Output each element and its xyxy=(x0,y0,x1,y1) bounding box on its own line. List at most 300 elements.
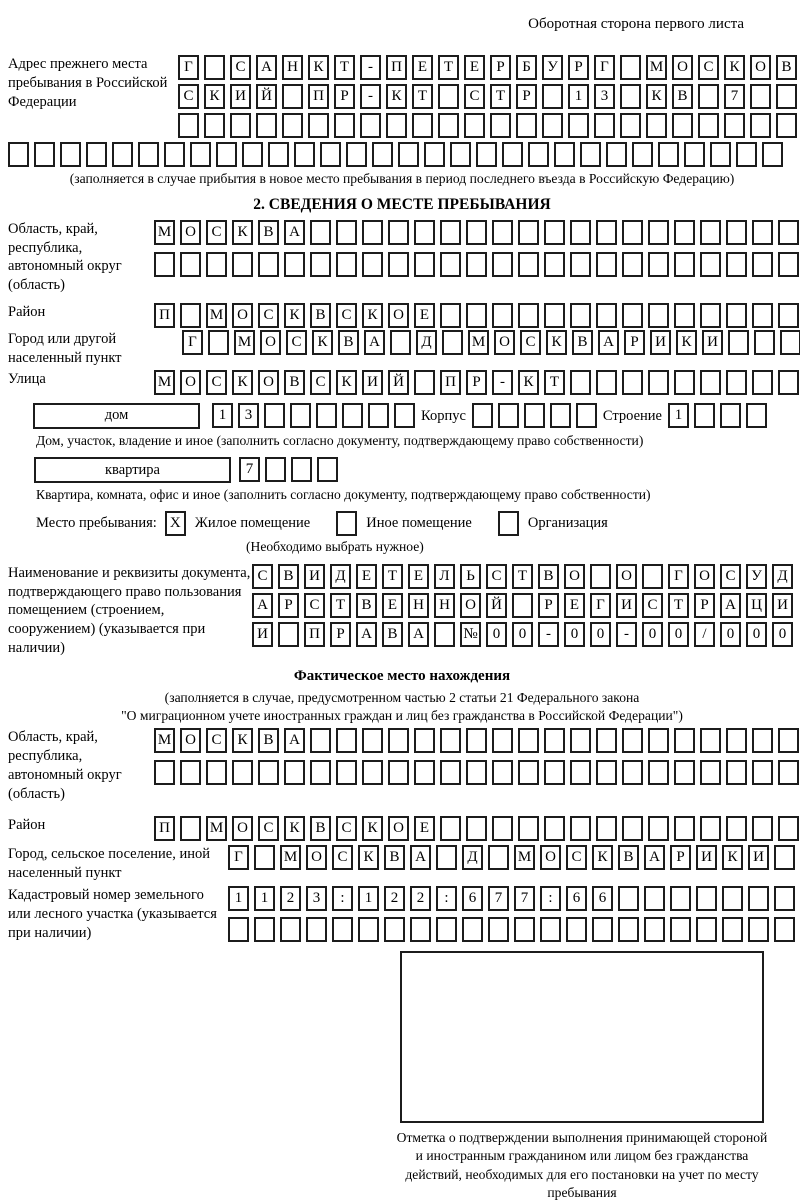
char-cell[interactable] xyxy=(208,330,229,355)
char-cell[interactable] xyxy=(362,220,383,245)
char-cell[interactable]: О xyxy=(388,816,409,841)
char-cell[interactable] xyxy=(752,252,773,277)
char-cell[interactable] xyxy=(592,917,613,942)
char-cell[interactable] xyxy=(180,303,201,328)
char-cell[interactable]: А xyxy=(256,55,277,80)
char-cell[interactable] xyxy=(368,403,389,428)
char-cell[interactable]: С xyxy=(252,564,273,589)
char-cell[interactable] xyxy=(440,303,461,328)
char-cell[interactable]: К xyxy=(232,220,253,245)
char-cell[interactable] xyxy=(648,728,669,753)
char-cell[interactable] xyxy=(554,142,575,167)
char-cell[interactable]: 7 xyxy=(514,886,535,911)
char-cell[interactable] xyxy=(372,142,393,167)
char-cell[interactable] xyxy=(390,330,411,355)
char-cell[interactable] xyxy=(778,370,799,395)
char-cell[interactable] xyxy=(544,816,565,841)
char-cell[interactable] xyxy=(674,303,695,328)
char-cell[interactable]: 0 xyxy=(720,622,741,647)
char-cell[interactable] xyxy=(34,142,55,167)
char-cell[interactable] xyxy=(317,457,338,482)
char-cell[interactable]: И xyxy=(362,370,383,395)
char-cell[interactable] xyxy=(726,252,747,277)
stay-type-checkbox-organization[interactable] xyxy=(498,511,519,536)
char-cell[interactable]: С xyxy=(486,564,507,589)
char-cell[interactable] xyxy=(388,252,409,277)
char-cell[interactable]: Р xyxy=(694,593,715,618)
char-cell[interactable]: К xyxy=(284,303,305,328)
char-cell[interactable]: 2 xyxy=(280,886,301,911)
char-cell[interactable] xyxy=(700,220,721,245)
char-cell[interactable] xyxy=(278,622,299,647)
char-cell[interactable]: Л xyxy=(434,564,455,589)
char-cell[interactable] xyxy=(710,142,731,167)
char-cell[interactable] xyxy=(722,886,743,911)
char-cell[interactable] xyxy=(674,816,695,841)
char-cell[interactable] xyxy=(502,142,523,167)
char-cell[interactable]: Т xyxy=(544,370,565,395)
char-cell[interactable]: Т xyxy=(330,593,351,618)
char-cell[interactable] xyxy=(310,728,331,753)
char-cell[interactable]: : xyxy=(332,886,353,911)
char-cell[interactable] xyxy=(492,728,513,753)
house-type-box[interactable]: дом xyxy=(33,403,200,429)
char-cell[interactable]: Г xyxy=(178,55,199,80)
char-cell[interactable] xyxy=(670,917,691,942)
char-cell[interactable] xyxy=(490,113,511,138)
char-cell[interactable]: К xyxy=(284,816,305,841)
char-cell[interactable] xyxy=(466,252,487,277)
char-cell[interactable]: 1 xyxy=(668,403,689,428)
char-cell[interactable]: В xyxy=(538,564,559,589)
char-cell[interactable]: О xyxy=(460,593,481,618)
char-cell[interactable]: К xyxy=(232,370,253,395)
char-cell[interactable] xyxy=(180,816,201,841)
char-cell[interactable] xyxy=(360,113,381,138)
char-cell[interactable]: 1 xyxy=(212,403,233,428)
char-cell[interactable] xyxy=(436,845,457,870)
char-cell[interactable]: Й xyxy=(486,593,507,618)
char-cell[interactable] xyxy=(518,220,539,245)
char-cell[interactable]: И xyxy=(616,593,637,618)
char-cell[interactable] xyxy=(754,330,775,355)
char-cell[interactable]: 6 xyxy=(462,886,483,911)
char-cell[interactable]: Р xyxy=(330,622,351,647)
char-cell[interactable] xyxy=(256,113,277,138)
char-cell[interactable]: 0 xyxy=(772,622,793,647)
char-cell[interactable]: 1 xyxy=(228,886,249,911)
char-cell[interactable] xyxy=(748,917,769,942)
char-cell[interactable] xyxy=(580,142,601,167)
char-cell[interactable] xyxy=(726,370,747,395)
char-cell[interactable]: К xyxy=(336,370,357,395)
char-cell[interactable] xyxy=(308,113,329,138)
char-cell[interactable]: Ц xyxy=(746,593,767,618)
char-cell[interactable] xyxy=(336,728,357,753)
char-cell[interactable] xyxy=(596,303,617,328)
char-cell[interactable] xyxy=(232,252,253,277)
char-cell[interactable] xyxy=(570,760,591,785)
char-cell[interactable]: С xyxy=(286,330,307,355)
char-cell[interactable] xyxy=(622,816,643,841)
char-cell[interactable]: Т xyxy=(490,84,511,109)
char-cell[interactable] xyxy=(488,917,509,942)
char-cell[interactable] xyxy=(386,113,407,138)
char-cell[interactable] xyxy=(258,760,279,785)
char-cell[interactable] xyxy=(86,142,107,167)
char-cell[interactable] xyxy=(544,252,565,277)
char-cell[interactable]: 0 xyxy=(564,622,585,647)
char-cell[interactable] xyxy=(388,220,409,245)
char-cell[interactable]: В xyxy=(572,330,593,355)
char-cell[interactable]: О xyxy=(564,564,585,589)
char-cell[interactable]: Р xyxy=(490,55,511,80)
char-cell[interactable] xyxy=(216,142,237,167)
char-cell[interactable] xyxy=(596,728,617,753)
char-cell[interactable] xyxy=(700,816,721,841)
char-cell[interactable] xyxy=(310,760,331,785)
char-cell[interactable] xyxy=(778,728,799,753)
char-cell[interactable] xyxy=(514,917,535,942)
char-cell[interactable]: С xyxy=(698,55,719,80)
char-cell[interactable]: С xyxy=(642,593,663,618)
char-cell[interactable] xyxy=(752,303,773,328)
char-cell[interactable]: П xyxy=(386,55,407,80)
char-cell[interactable]: И xyxy=(696,845,717,870)
char-cell[interactable] xyxy=(568,113,589,138)
char-cell[interactable] xyxy=(544,220,565,245)
char-cell[interactable] xyxy=(700,760,721,785)
char-cell[interactable]: П xyxy=(154,816,175,841)
char-cell[interactable] xyxy=(726,816,747,841)
char-cell[interactable]: А xyxy=(410,845,431,870)
char-cell[interactable]: М xyxy=(468,330,489,355)
char-cell[interactable] xyxy=(674,728,695,753)
char-cell[interactable] xyxy=(622,220,643,245)
char-cell[interactable]: - xyxy=(616,622,637,647)
char-cell[interactable] xyxy=(648,816,669,841)
char-cell[interactable] xyxy=(762,142,783,167)
char-cell[interactable] xyxy=(644,886,665,911)
char-cell[interactable]: Т xyxy=(438,55,459,80)
char-cell[interactable] xyxy=(670,886,691,911)
char-cell[interactable]: С xyxy=(336,303,357,328)
char-cell[interactable]: И xyxy=(702,330,723,355)
char-cell[interactable] xyxy=(414,252,435,277)
char-cell[interactable]: И xyxy=(304,564,325,589)
char-cell[interactable] xyxy=(778,760,799,785)
char-cell[interactable]: В xyxy=(338,330,359,355)
char-cell[interactable]: А xyxy=(252,593,273,618)
stay-type-checkbox-residential[interactable]: X xyxy=(165,511,186,536)
char-cell[interactable]: Р xyxy=(278,593,299,618)
char-cell[interactable]: В xyxy=(776,55,797,80)
char-cell[interactable]: Б xyxy=(516,55,537,80)
char-cell[interactable] xyxy=(620,84,641,109)
char-cell[interactable] xyxy=(570,728,591,753)
char-cell[interactable] xyxy=(726,220,747,245)
char-cell[interactable] xyxy=(472,403,493,428)
char-cell[interactable] xyxy=(748,886,769,911)
char-cell[interactable]: 1 xyxy=(358,886,379,911)
char-cell[interactable] xyxy=(674,220,695,245)
char-cell[interactable]: В xyxy=(258,220,279,245)
char-cell[interactable] xyxy=(674,760,695,785)
char-cell[interactable] xyxy=(492,220,513,245)
char-cell[interactable]: И xyxy=(772,593,793,618)
char-cell[interactable] xyxy=(596,760,617,785)
char-cell[interactable] xyxy=(550,403,571,428)
char-cell[interactable]: 7 xyxy=(488,886,509,911)
char-cell[interactable] xyxy=(434,622,455,647)
char-cell[interactable]: Г xyxy=(590,593,611,618)
char-cell[interactable]: О xyxy=(494,330,515,355)
char-cell[interactable]: К xyxy=(362,816,383,841)
char-cell[interactable] xyxy=(618,917,639,942)
char-cell[interactable]: Р xyxy=(670,845,691,870)
char-cell[interactable] xyxy=(254,845,275,870)
char-cell[interactable] xyxy=(258,252,279,277)
char-cell[interactable] xyxy=(362,252,383,277)
char-cell[interactable]: А xyxy=(284,728,305,753)
char-cell[interactable] xyxy=(320,142,341,167)
char-cell[interactable] xyxy=(606,142,627,167)
char-cell[interactable]: 3 xyxy=(238,403,259,428)
char-cell[interactable] xyxy=(648,760,669,785)
char-cell[interactable] xyxy=(570,303,591,328)
char-cell[interactable]: О xyxy=(750,55,771,80)
char-cell[interactable] xyxy=(524,403,545,428)
char-cell[interactable] xyxy=(438,84,459,109)
char-cell[interactable]: П xyxy=(304,622,325,647)
char-cell[interactable] xyxy=(540,917,561,942)
char-cell[interactable] xyxy=(674,252,695,277)
char-cell[interactable]: К xyxy=(204,84,225,109)
char-cell[interactable] xyxy=(566,917,587,942)
char-cell[interactable] xyxy=(726,728,747,753)
char-cell[interactable]: Т xyxy=(412,84,433,109)
char-cell[interactable]: С xyxy=(566,845,587,870)
char-cell[interactable] xyxy=(8,142,29,167)
char-cell[interactable]: О xyxy=(260,330,281,355)
char-cell[interactable] xyxy=(398,142,419,167)
char-cell[interactable]: О xyxy=(672,55,693,80)
char-cell[interactable]: В xyxy=(278,564,299,589)
char-cell[interactable] xyxy=(265,457,286,482)
char-cell[interactable]: А xyxy=(408,622,429,647)
char-cell[interactable] xyxy=(206,252,227,277)
char-cell[interactable] xyxy=(780,330,800,355)
char-cell[interactable]: Д xyxy=(330,564,351,589)
char-cell[interactable]: В xyxy=(310,816,331,841)
char-cell[interactable] xyxy=(384,917,405,942)
char-cell[interactable] xyxy=(232,760,253,785)
char-cell[interactable]: Е xyxy=(382,593,403,618)
char-cell[interactable]: Н xyxy=(282,55,303,80)
char-cell[interactable] xyxy=(336,220,357,245)
char-cell[interactable]: С xyxy=(304,593,325,618)
char-cell[interactable] xyxy=(154,760,175,785)
char-cell[interactable] xyxy=(438,113,459,138)
char-cell[interactable] xyxy=(542,84,563,109)
apartment-type-box[interactable]: квартира xyxy=(34,457,231,483)
char-cell[interactable]: Е xyxy=(414,303,435,328)
char-cell[interactable]: А xyxy=(598,330,619,355)
char-cell[interactable] xyxy=(528,142,549,167)
char-cell[interactable] xyxy=(498,403,519,428)
char-cell[interactable] xyxy=(242,142,263,167)
char-cell[interactable] xyxy=(700,303,721,328)
char-cell[interactable] xyxy=(112,142,133,167)
char-cell[interactable] xyxy=(542,113,563,138)
char-cell[interactable] xyxy=(492,816,513,841)
char-cell[interactable]: / xyxy=(694,622,715,647)
char-cell[interactable]: С xyxy=(332,845,353,870)
char-cell[interactable]: К xyxy=(312,330,333,355)
char-cell[interactable] xyxy=(576,403,597,428)
char-cell[interactable]: 1 xyxy=(568,84,589,109)
char-cell[interactable] xyxy=(362,728,383,753)
char-cell[interactable] xyxy=(596,816,617,841)
char-cell[interactable] xyxy=(698,84,719,109)
char-cell[interactable]: О xyxy=(388,303,409,328)
char-cell[interactable]: 0 xyxy=(512,622,533,647)
char-cell[interactable]: 3 xyxy=(306,886,327,911)
char-cell[interactable]: О xyxy=(258,370,279,395)
char-cell[interactable]: Ь xyxy=(460,564,481,589)
char-cell[interactable] xyxy=(596,252,617,277)
char-cell[interactable]: О xyxy=(232,816,253,841)
char-cell[interactable] xyxy=(752,728,773,753)
char-cell[interactable]: 3 xyxy=(594,84,615,109)
char-cell[interactable] xyxy=(694,403,715,428)
char-cell[interactable]: О xyxy=(540,845,561,870)
char-cell[interactable]: 0 xyxy=(668,622,689,647)
char-cell[interactable] xyxy=(648,370,669,395)
char-cell[interactable]: К xyxy=(546,330,567,355)
char-cell[interactable] xyxy=(492,252,513,277)
char-cell[interactable]: И xyxy=(230,84,251,109)
char-cell[interactable] xyxy=(284,252,305,277)
char-cell[interactable] xyxy=(570,252,591,277)
char-cell[interactable] xyxy=(570,370,591,395)
char-cell[interactable]: - xyxy=(492,370,513,395)
char-cell[interactable]: 0 xyxy=(746,622,767,647)
char-cell[interactable] xyxy=(254,917,275,942)
char-cell[interactable]: В xyxy=(672,84,693,109)
char-cell[interactable] xyxy=(774,886,795,911)
char-cell[interactable] xyxy=(190,142,211,167)
char-cell[interactable]: О xyxy=(306,845,327,870)
char-cell[interactable] xyxy=(648,220,669,245)
char-cell[interactable]: Г xyxy=(182,330,203,355)
char-cell[interactable]: К xyxy=(724,55,745,80)
char-cell[interactable] xyxy=(746,403,767,428)
char-cell[interactable] xyxy=(414,370,435,395)
char-cell[interactable]: П xyxy=(154,303,175,328)
char-cell[interactable] xyxy=(596,220,617,245)
char-cell[interactable]: С xyxy=(206,370,227,395)
char-cell[interactable] xyxy=(752,760,773,785)
char-cell[interactable] xyxy=(658,142,679,167)
char-cell[interactable] xyxy=(776,113,797,138)
char-cell[interactable] xyxy=(284,760,305,785)
char-cell[interactable]: Р xyxy=(516,84,537,109)
char-cell[interactable] xyxy=(750,84,771,109)
char-cell[interactable]: Е xyxy=(408,564,429,589)
char-cell[interactable]: О xyxy=(180,370,201,395)
char-cell[interactable]: 2 xyxy=(410,886,431,911)
char-cell[interactable] xyxy=(310,220,331,245)
char-cell[interactable] xyxy=(648,252,669,277)
char-cell[interactable] xyxy=(684,142,705,167)
char-cell[interactable]: К xyxy=(676,330,697,355)
char-cell[interactable] xyxy=(518,303,539,328)
char-cell[interactable] xyxy=(362,760,383,785)
char-cell[interactable]: Н xyxy=(434,593,455,618)
char-cell[interactable]: В xyxy=(356,593,377,618)
char-cell[interactable] xyxy=(436,917,457,942)
char-cell[interactable]: 1 xyxy=(254,886,275,911)
char-cell[interactable] xyxy=(450,142,471,167)
char-cell[interactable]: П xyxy=(440,370,461,395)
char-cell[interactable] xyxy=(280,917,301,942)
char-cell[interactable] xyxy=(464,113,485,138)
char-cell[interactable]: Р xyxy=(624,330,645,355)
char-cell[interactable] xyxy=(476,142,497,167)
char-cell[interactable] xyxy=(778,252,799,277)
char-cell[interactable] xyxy=(264,403,285,428)
char-cell[interactable]: А xyxy=(644,845,665,870)
char-cell[interactable] xyxy=(544,728,565,753)
char-cell[interactable] xyxy=(204,55,225,80)
char-cell[interactable]: И xyxy=(650,330,671,355)
char-cell[interactable] xyxy=(728,330,749,355)
char-cell[interactable] xyxy=(268,142,289,167)
char-cell[interactable] xyxy=(724,113,745,138)
char-cell[interactable]: 6 xyxy=(566,886,587,911)
char-cell[interactable]: Р xyxy=(334,84,355,109)
char-cell[interactable]: Е xyxy=(464,55,485,80)
char-cell[interactable]: Р xyxy=(466,370,487,395)
char-cell[interactable]: Г xyxy=(228,845,249,870)
char-cell[interactable]: С xyxy=(720,564,741,589)
char-cell[interactable]: С xyxy=(336,816,357,841)
char-cell[interactable] xyxy=(466,728,487,753)
char-cell[interactable]: О xyxy=(180,728,201,753)
char-cell[interactable] xyxy=(388,760,409,785)
char-cell[interactable] xyxy=(512,593,533,618)
char-cell[interactable]: Й xyxy=(388,370,409,395)
char-cell[interactable]: 7 xyxy=(724,84,745,109)
char-cell[interactable]: М xyxy=(154,220,175,245)
char-cell[interactable]: 6 xyxy=(592,886,613,911)
char-cell[interactable] xyxy=(726,303,747,328)
char-cell[interactable] xyxy=(282,113,303,138)
char-cell[interactable]: М xyxy=(646,55,667,80)
char-cell[interactable] xyxy=(440,728,461,753)
char-cell[interactable]: О xyxy=(180,220,201,245)
char-cell[interactable] xyxy=(466,816,487,841)
char-cell[interactable]: 0 xyxy=(590,622,611,647)
char-cell[interactable] xyxy=(632,142,653,167)
char-cell[interactable] xyxy=(518,728,539,753)
char-cell[interactable]: Е xyxy=(414,816,435,841)
char-cell[interactable]: А xyxy=(356,622,377,647)
char-cell[interactable] xyxy=(642,564,663,589)
char-cell[interactable]: А xyxy=(364,330,385,355)
char-cell[interactable] xyxy=(672,113,693,138)
